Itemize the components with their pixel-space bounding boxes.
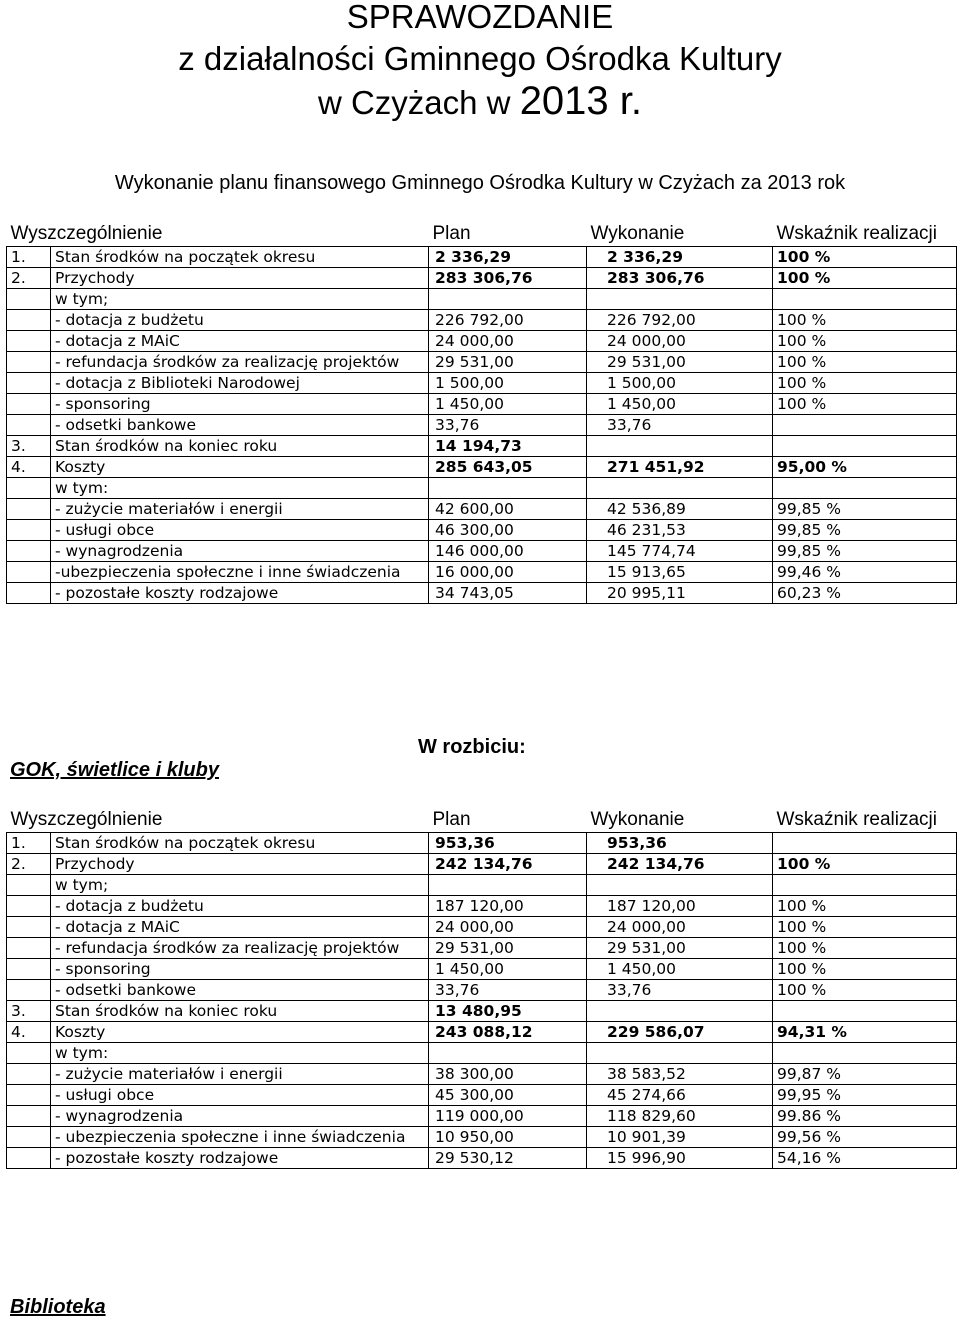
cell-wsk: 99.86 % — [773, 1106, 957, 1127]
cell-wsk: 95,00 % — [773, 457, 957, 478]
cell-wsk: 100 % — [773, 373, 957, 394]
cell-nr: 4. — [7, 1022, 51, 1043]
cell-desc: Stan środków na początek okresu — [51, 833, 429, 854]
cell-wyk — [587, 478, 773, 499]
table-row — [7, 1064, 957, 1085]
table-subtitle: Wykonanie planu finansowego Gminnego Ośrodka Kultury w Czyżach za 2013 rok — [114, 172, 846, 194]
table-row — [7, 541, 957, 562]
cell-wyk: 24 000,00 — [587, 331, 773, 352]
cell-wyk: 38 583,52 — [587, 1064, 773, 1085]
cell-desc: - wynagrodzenia — [51, 541, 429, 562]
table-row — [7, 1106, 957, 1127]
column-header: Wykonanie — [587, 222, 773, 247]
cell-wsk: 100 % — [773, 917, 957, 938]
cell-wsk: 99,85 % — [773, 520, 957, 541]
cell-nr — [7, 917, 51, 938]
cell-desc: - dotacja z Biblioteki Narodowej — [51, 373, 429, 394]
table-row — [7, 980, 957, 1001]
cell-nr — [7, 1127, 51, 1148]
cell-desc: - sponsoring — [51, 959, 429, 980]
cell-desc: - pozostałe koszty rodzajowe — [51, 1148, 429, 1169]
cell-nr — [7, 1148, 51, 1169]
cell-plan: 33,76 — [429, 415, 587, 436]
cell-wyk: 1 450,00 — [587, 394, 773, 415]
cell-nr — [7, 1064, 51, 1085]
table-row — [7, 938, 957, 959]
cell-wsk: 100 % — [773, 268, 957, 289]
cell-wsk — [773, 1001, 957, 1022]
cell-desc: w tym; — [51, 875, 429, 896]
cell-wsk — [773, 478, 957, 499]
table-header-row — [7, 808, 957, 833]
cell-plan: 10 950,00 — [429, 1127, 587, 1148]
cell-wyk — [587, 875, 773, 896]
table-row — [7, 896, 957, 917]
cell-desc — [51, 938, 429, 959]
cell-plan: 29 531,00 — [429, 352, 587, 373]
column-header: Wykonanie — [587, 808, 773, 833]
cell-plan: 46 300,00 — [429, 520, 587, 541]
table-row — [7, 854, 957, 875]
cell-plan: 33,76 — [429, 980, 587, 1001]
cell-nr — [7, 415, 51, 436]
cell-wyk: 226 792,00 — [587, 310, 773, 331]
column-header: Wskaźnik realizacji — [773, 222, 957, 247]
table-row — [7, 373, 957, 394]
cell-desc: Stan środków na koniec roku — [51, 436, 429, 457]
column-header: Wyszczególnienie — [7, 808, 429, 833]
cell-wsk: 54,16 % — [773, 1148, 957, 1169]
title-year: 2013 r. — [519, 79, 643, 123]
cell-wsk: 100 % — [773, 247, 957, 268]
cell-desc: - dotacja z budżetu — [51, 896, 429, 917]
column-header: Wskaźnik realizacji — [773, 808, 957, 833]
cell-desc: - dotacja z MAiC — [51, 331, 429, 352]
cell-wyk: 42 536,89 — [587, 499, 773, 520]
cell-plan — [429, 478, 587, 499]
cell-desc: Przychody — [51, 854, 429, 875]
cell-nr — [7, 499, 51, 520]
cell-nr — [7, 896, 51, 917]
cell-plan: 24 000,00 — [429, 917, 587, 938]
cell-wsk: 100 % — [773, 331, 957, 352]
cell-wyk: 15 996,90 — [587, 1148, 773, 1169]
cell-wyk: 29 531,00 — [587, 938, 773, 959]
table-row — [7, 1001, 957, 1022]
cell-wsk: 99,46 % — [773, 562, 957, 583]
cell-nr — [7, 1043, 51, 1064]
cell-wsk: 100 % — [773, 854, 957, 875]
table-row — [7, 352, 957, 373]
cell-wyk: 1 450,00 — [587, 959, 773, 980]
cell-plan: 283 306,76 — [429, 268, 587, 289]
finance-table-gok — [6, 808, 957, 1169]
cell-plan — [429, 1043, 587, 1064]
cell-desc: - wynagrodzenia — [51, 1106, 429, 1127]
report-title: SPRAWOZDANIE — [346, 0, 614, 35]
cell-wyk — [587, 289, 773, 310]
cell-desc: Stan środków na koniec roku — [51, 1001, 429, 1022]
cell-nr: 2. — [7, 854, 51, 875]
cell-plan — [429, 289, 587, 310]
cell-nr — [7, 959, 51, 980]
cell-nr: 1. — [7, 833, 51, 854]
table-row — [7, 310, 957, 331]
cell-nr — [7, 583, 51, 604]
cell-nr — [7, 331, 51, 352]
cell-wsk — [773, 875, 957, 896]
cell-wyk: 283 306,76 — [587, 268, 773, 289]
cell-desc: Stan środków na początek okresu — [51, 247, 429, 268]
cell-wyk: 953,36 — [587, 833, 773, 854]
cell-wyk: 15 913,65 — [587, 562, 773, 583]
breakdown-label: W rozbiciu: — [418, 736, 526, 758]
cell-wyk: 33,76 — [587, 980, 773, 1001]
table-row — [7, 917, 957, 938]
cell-desc: - sponsoring — [51, 394, 429, 415]
table-row — [7, 1148, 957, 1169]
table-header-row — [7, 222, 957, 247]
table-row — [7, 875, 957, 896]
column-header: Wyszczególnienie — [7, 222, 429, 247]
cell-plan: 24 000,00 — [429, 331, 587, 352]
cell-wsk: 99,85 % — [773, 541, 957, 562]
cell-wyk: 1 500,00 — [587, 373, 773, 394]
cell-desc-text: -ubezpieczenia społeczne i inne świadczenia — [55, 563, 401, 581]
cell-nr — [7, 562, 51, 583]
table-row — [7, 331, 957, 352]
cell-plan: 1 450,00 — [429, 394, 587, 415]
cell-nr: 3. — [7, 436, 51, 457]
cell-desc: - zużycie materiałów i energii — [51, 1064, 429, 1085]
cell-plan: 146 000,00 — [429, 541, 587, 562]
cell-plan: 29 530,12 — [429, 1148, 587, 1169]
cell-nr — [7, 394, 51, 415]
table-row — [7, 247, 957, 268]
cell-wsk: 100 % — [773, 394, 957, 415]
cell-desc: - pozostałe koszty rodzajowe — [51, 583, 429, 604]
cell-nr — [7, 938, 51, 959]
cell-plan: 2 336,29 — [429, 247, 587, 268]
cell-wsk: 99,95 % — [773, 1085, 957, 1106]
cell-desc: w tym: — [51, 478, 429, 499]
cell-desc: - usługi obce — [51, 1085, 429, 1106]
cell-nr — [7, 1085, 51, 1106]
cell-nr — [7, 1106, 51, 1127]
table-row — [7, 499, 957, 520]
section-gok-heading: GOK, świetlice i kluby — [10, 759, 219, 781]
cell-plan — [429, 875, 587, 896]
cell-wsk: 100 % — [773, 980, 957, 1001]
cell-wyk: 2 336,29 — [587, 247, 773, 268]
title-prefix: w Czyżach w — [317, 84, 511, 121]
cell-nr — [7, 478, 51, 499]
cell-wsk: 100 % — [773, 310, 957, 331]
table-row — [7, 394, 957, 415]
cell-wsk: 99,56 % — [773, 1127, 957, 1148]
table1-body — [7, 222, 957, 604]
cell-wyk: 45 274,66 — [587, 1085, 773, 1106]
cell-wsk — [773, 436, 957, 457]
table-row — [7, 1043, 957, 1064]
cell-plan: 16 000,00 — [429, 562, 587, 583]
cell-plan: 45 300,00 — [429, 1085, 587, 1106]
table-row — [7, 583, 957, 604]
report-title-line3 — [0, 80, 960, 124]
cell-nr — [7, 352, 51, 373]
cell-plan: 29 531,00 — [429, 938, 587, 959]
cell-desc: w tym; — [51, 289, 429, 310]
cell-plan: 953,36 — [429, 833, 587, 854]
cell-nr — [7, 541, 51, 562]
cell-wsk — [773, 415, 957, 436]
cell-wyk: 242 134,76 — [587, 854, 773, 875]
section-biblioteka-heading: Biblioteka — [10, 1296, 106, 1318]
cell-desc-text: - ubezpieczenia społeczne i inne świadczenia — [55, 1128, 406, 1146]
table-row — [7, 415, 957, 436]
cell-desc: - dotacja z budżetu — [51, 310, 429, 331]
cell-nr — [7, 373, 51, 394]
cell-desc: - odsetki bankowe — [51, 980, 429, 1001]
cell-wsk: 100 % — [773, 896, 957, 917]
cell-desc: Przychody — [51, 268, 429, 289]
cell-wyk — [587, 436, 773, 457]
table2-body — [7, 808, 957, 1169]
cell-nr — [7, 310, 51, 331]
cell-nr — [7, 980, 51, 1001]
cell-wyk: 46 231,53 — [587, 520, 773, 541]
column-header: Plan — [429, 808, 587, 833]
cell-nr — [7, 289, 51, 310]
cell-desc: - odsetki bankowe — [51, 415, 429, 436]
cell-wsk: 99,85 % — [773, 499, 957, 520]
cell-wyk: 229 586,07 — [587, 1022, 773, 1043]
table-row — [7, 457, 957, 478]
cell-nr: 4. — [7, 457, 51, 478]
cell-wyk: 33,76 — [587, 415, 773, 436]
cell-wsk: 99,87 % — [773, 1064, 957, 1085]
table-row — [7, 289, 957, 310]
cell-desc — [51, 352, 429, 373]
cell-desc-text: - refundacja środków za realizację projektów — [55, 939, 400, 957]
cell-wyk: 271 451,92 — [587, 457, 773, 478]
cell-nr — [7, 520, 51, 541]
cell-desc: Koszty — [51, 457, 429, 478]
cell-wyk: 145 774,74 — [587, 541, 773, 562]
cell-desc — [51, 562, 429, 583]
cell-desc: Koszty — [51, 1022, 429, 1043]
column-header: Plan — [429, 222, 587, 247]
finance-table-total — [6, 222, 957, 604]
report-title-line2: z działalności Gminnego Ośrodka Kultury — [178, 40, 782, 77]
cell-plan: 226 792,00 — [429, 310, 587, 331]
cell-desc — [51, 1127, 429, 1148]
cell-wsk: 60,23 % — [773, 583, 957, 604]
table-row — [7, 1085, 957, 1106]
table-row — [7, 478, 957, 499]
cell-desc-text: - refundacja środków za realizację projektów — [55, 353, 400, 371]
table-row — [7, 520, 957, 541]
cell-plan: 242 134,76 — [429, 854, 587, 875]
cell-plan: 1 500,00 — [429, 373, 587, 394]
cell-nr: 2. — [7, 268, 51, 289]
table-row — [7, 959, 957, 980]
table-row — [7, 268, 957, 289]
cell-desc: - dotacja z MAiC — [51, 917, 429, 938]
cell-desc: - usługi obce — [51, 520, 429, 541]
cell-plan: 34 743,05 — [429, 583, 587, 604]
cell-plan: 187 120,00 — [429, 896, 587, 917]
cell-wyk — [587, 1001, 773, 1022]
cell-plan: 119 000,00 — [429, 1106, 587, 1127]
cell-desc: w tym: — [51, 1043, 429, 1064]
cell-wyk: 20 995,11 — [587, 583, 773, 604]
cell-wyk: 10 901,39 — [587, 1127, 773, 1148]
cell-wsk — [773, 1043, 957, 1064]
cell-plan: 14 194,73 — [429, 436, 587, 457]
cell-wsk — [773, 833, 957, 854]
cell-nr — [7, 875, 51, 896]
table-row — [7, 1022, 957, 1043]
cell-plan: 285 643,05 — [429, 457, 587, 478]
cell-wyk: 118 829,60 — [587, 1106, 773, 1127]
table-row — [7, 562, 957, 583]
cell-plan: 13 480,95 — [429, 1001, 587, 1022]
cell-nr: 3. — [7, 1001, 51, 1022]
cell-desc: - zużycie materiałów i energii — [51, 499, 429, 520]
cell-plan: 243 088,12 — [429, 1022, 587, 1043]
cell-wsk: 100 % — [773, 938, 957, 959]
cell-wyk — [587, 1043, 773, 1064]
cell-plan: 38 300,00 — [429, 1064, 587, 1085]
cell-plan: 42 600,00 — [429, 499, 587, 520]
cell-wyk: 29 531,00 — [587, 352, 773, 373]
cell-wyk: 187 120,00 — [587, 896, 773, 917]
table-row — [7, 436, 957, 457]
cell-wsk — [773, 289, 957, 310]
table-row — [7, 833, 957, 854]
cell-nr: 1. — [7, 247, 51, 268]
cell-wsk: 100 % — [773, 352, 957, 373]
cell-wyk: 24 000,00 — [587, 917, 773, 938]
table-row — [7, 1127, 957, 1148]
cell-plan: 1 450,00 — [429, 959, 587, 980]
cell-wsk: 94,31 % — [773, 1022, 957, 1043]
cell-wsk: 100 % — [773, 959, 957, 980]
